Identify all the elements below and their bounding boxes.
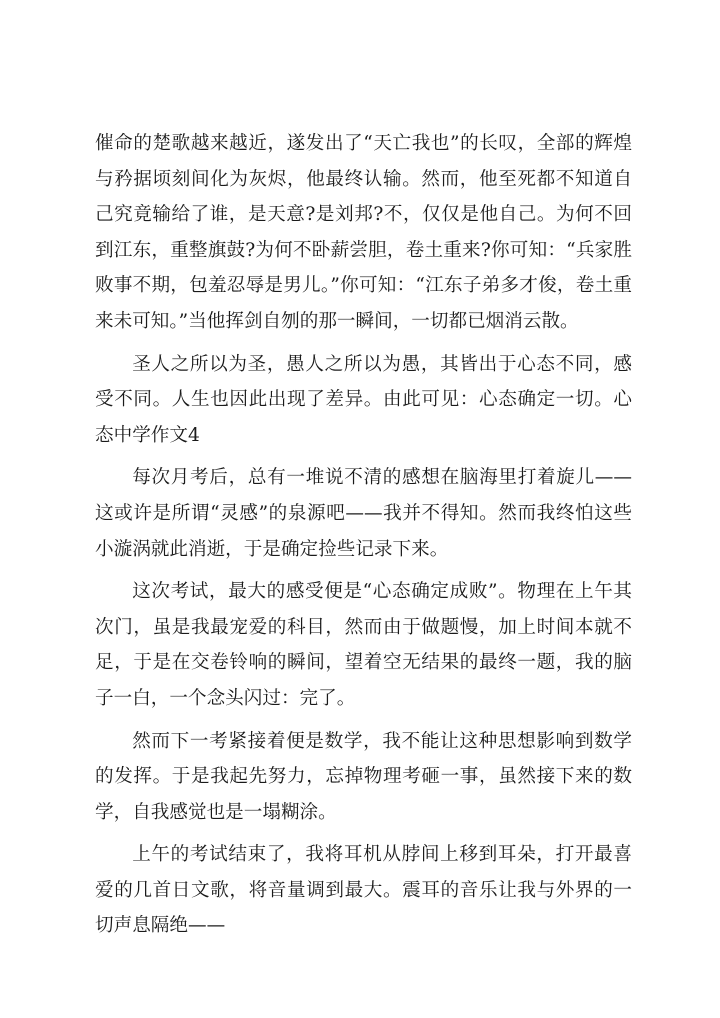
document-body — [95, 126, 632, 951]
paragraph-5: 然而下一考紧接着便是数学，我不能让这种思想影响到数学的发挥。于是我起先努力，忘掉物理考砸一事，虽然接下来的数学，自我感觉也是一塌糊涂。 — [95, 730, 632, 823]
paragraph-2: 圣人之所以为圣，愚人之所以为愚，其皆出于心态不同，感受不同。人生也因此出现了差异。由此可见：心态确定一切。心态中学作文4 — [95, 353, 632, 446]
paragraph-1: 催命的楚歌越来越近，遂发出了“天亡我也”的长叹，全部的辉煌与矜据顷刻间化为灰烬，他最终认输。然而，他至死都不知道自己究竟输给了谁，是天意?是刘邦?不，仅仅是他自己。为何不回到江东，重整旗鼓?为何不卧薪尝胆，卷土重来?你可知：“兵家胜败事不期，包羞忍辱是男儿。”你可知：“江东子弟多才俊，卷土重来未可知。”当他挥剑自刎的那一瞬间，一切都已烟消云散。 — [95, 133, 632, 332]
paragraph-4: 这次考试，最大的感受便是“心态确定成败”。物理在上午其次门，虽是我最宠爱的科目，然而由于做题慢，加上时间本就不足，于是在交卷铃响的瞬间，望着空无结果的最终一题，我的脑子一白，一个念头闪过：完了。 — [95, 581, 632, 709]
paragraph-3: 每次月考后，总有一堆说不清的感想在脑海里打着旋儿——这或许是所谓“灵感”的泉源吧——我并不得知。然而我终怕这些小漩涡就此消逝，于是确定捡些记录下来。 — [95, 467, 632, 560]
paragraph-6: 上午的考试结束了，我将耳机从脖间上移到耳朵，打开最喜爱的几首日文歌，将音量调到最大。震耳的音乐让我与外界的一切声息隔绝—— — [95, 844, 632, 937]
